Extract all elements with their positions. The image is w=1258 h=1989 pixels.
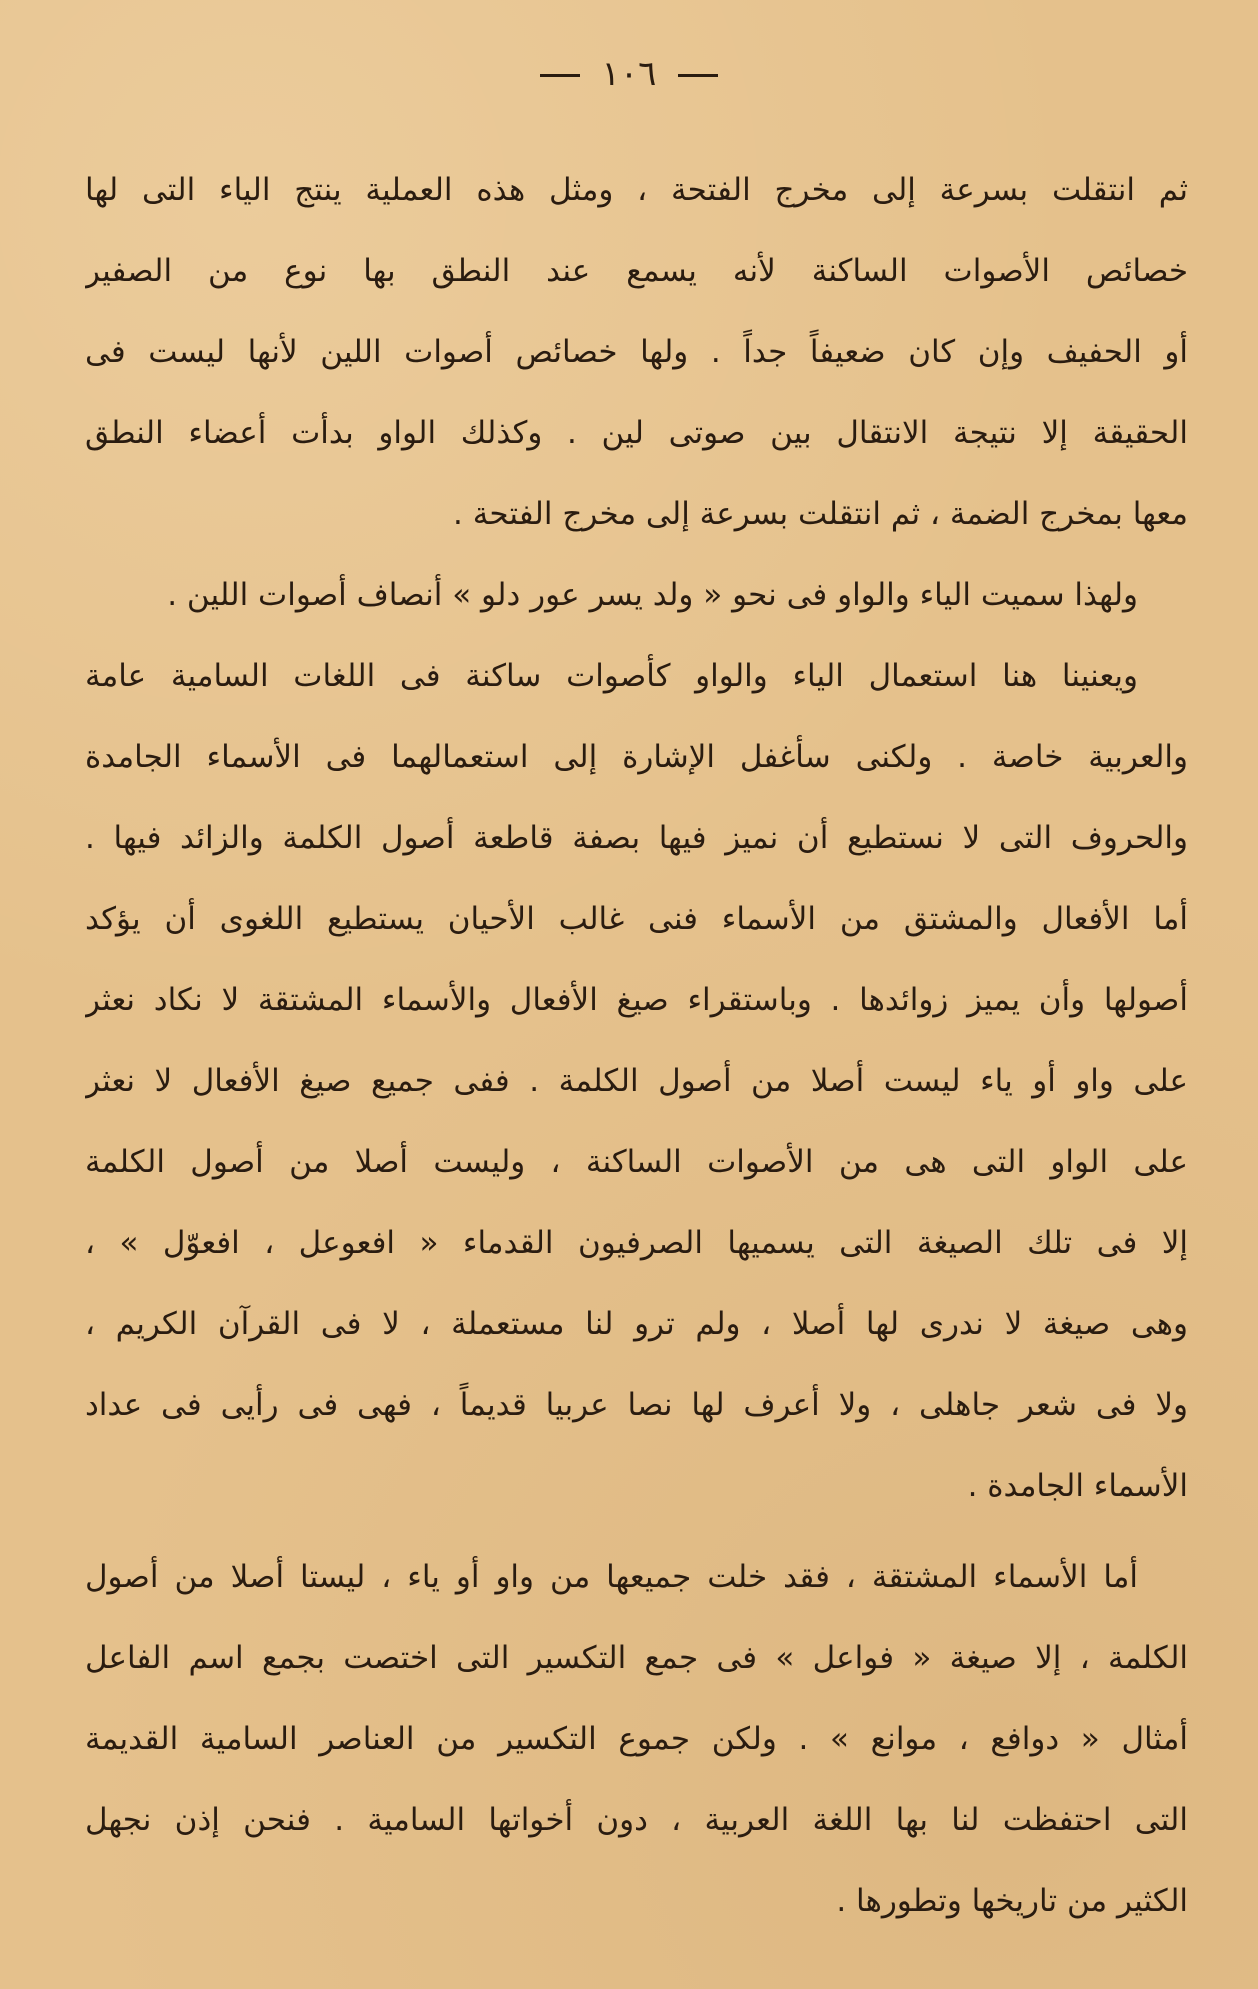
- page-number-dash-right: [678, 74, 718, 77]
- page-number: [0, 54, 1258, 94]
- text-line: الكثير من تاريخها وتطورها .: [836, 1883, 1188, 1919]
- paragraph-gap: [85, 1527, 1188, 1537]
- text-line: أصولها وأن يميز زوائدها . وباستقراء صيغ الأفعال والأسماء المشتقة لا نكاد نعثر: [85, 982, 1188, 1018]
- text-line: معها بمخرج الضمة ، ثم انتقلت بسرعة إلى مخرج الفتحة .: [453, 496, 1188, 532]
- text-line: على الواو التى هى من الأصوات الساكنة ، وليست أصلا من أصول الكلمة: [85, 1144, 1188, 1180]
- text-line: وهى صيغة لا ندرى لها أصلا ، ولم ترو لنا مستعملة ، لا فى القرآن الكريم ،: [85, 1306, 1188, 1342]
- text-line: أما الأفعال والمشتق من الأسماء فنى غالب الأحيان يستطيع اللغوى أن يؤكد: [85, 901, 1188, 937]
- text-line: على واو أو ياء ليست أصلا من أصول الكلمة . ففى جميع صيغ الأفعال لا نعثر: [85, 1063, 1188, 1099]
- text-line: ويعنينا هنا استعمال الياء والواو كأصوات ساكنة فى اللغات السامية عامة: [85, 658, 1138, 694]
- text-line: ولهذا سميت الياء والواو فى نحو « ولد يسر عور دلو » أنصاف أصوات اللين .: [167, 577, 1138, 613]
- text-line: أمثال « دوافع ، موانع » . ولكن جموع التكسير من العناصر السامية القديمة: [85, 1721, 1188, 1757]
- text-line: إلا فى تلك الصيغة التى يسميها الصرفيون القدماء « افعوعل ، افعوّل » ،: [85, 1225, 1188, 1261]
- text-line: أما الأسماء المشتقة ، فقد خلت جميعها من واو أو ياء ، ليستا أصلا من أصول: [85, 1559, 1138, 1595]
- text-line: والحروف التى لا نستطيع أن نميز فيها بصفة قاطعة أصول الكلمة والزائد فيها .: [85, 820, 1188, 856]
- text-line: ولا فى شعر جاهلى ، ولا أعرف لها نصا عربيا قديماً ، فهى فى رأيى فى عداد: [85, 1387, 1188, 1423]
- paragraph-3: [85, 636, 1188, 879]
- page-number-value: ١٠٦: [601, 54, 657, 94]
- text-line: التى احتفظت لنا بها اللغة العربية ، دون أخواتها السامية . فنحن إذن نجهل: [85, 1802, 1188, 1838]
- text-line: أو الحفيف وإن كان ضعيفاً جداً . ولها خصائص أصوات اللين لأنها ليست فى: [85, 334, 1188, 370]
- text-line: الحقيقة إلا نتيجة الانتقال بين صوتى لين . وكذلك الواو بدأت أعضاء النطق: [85, 415, 1188, 451]
- paragraph-2: [85, 555, 1188, 636]
- paragraph-4: [85, 879, 1188, 1527]
- text-line: ثم انتقلت بسرعة إلى مخرج الفتحة ، ومثل هذه العملية ينتج الياء التى لها: [85, 172, 1188, 208]
- paragraph-1: [85, 150, 1188, 555]
- page-number-dash-left: [540, 74, 580, 77]
- text-line: الكلمة ، إلا صيغة « فواعل » فى جمع التكسير التى اختصت بجمع اسم الفاعل: [85, 1640, 1188, 1676]
- text-line: خصائص الأصوات الساكنة لأنه يسمع عند النطق بها نوع من الصفير: [85, 253, 1188, 289]
- body-text: [85, 150, 1188, 1942]
- text-line: والعربية خاصة . ولكنى سأغفل الإشارة إلى استعمالهما فى الأسماء الجامدة: [85, 739, 1188, 775]
- paragraph-5: [85, 1537, 1188, 1942]
- text-line: الأسماء الجامدة .: [967, 1468, 1188, 1504]
